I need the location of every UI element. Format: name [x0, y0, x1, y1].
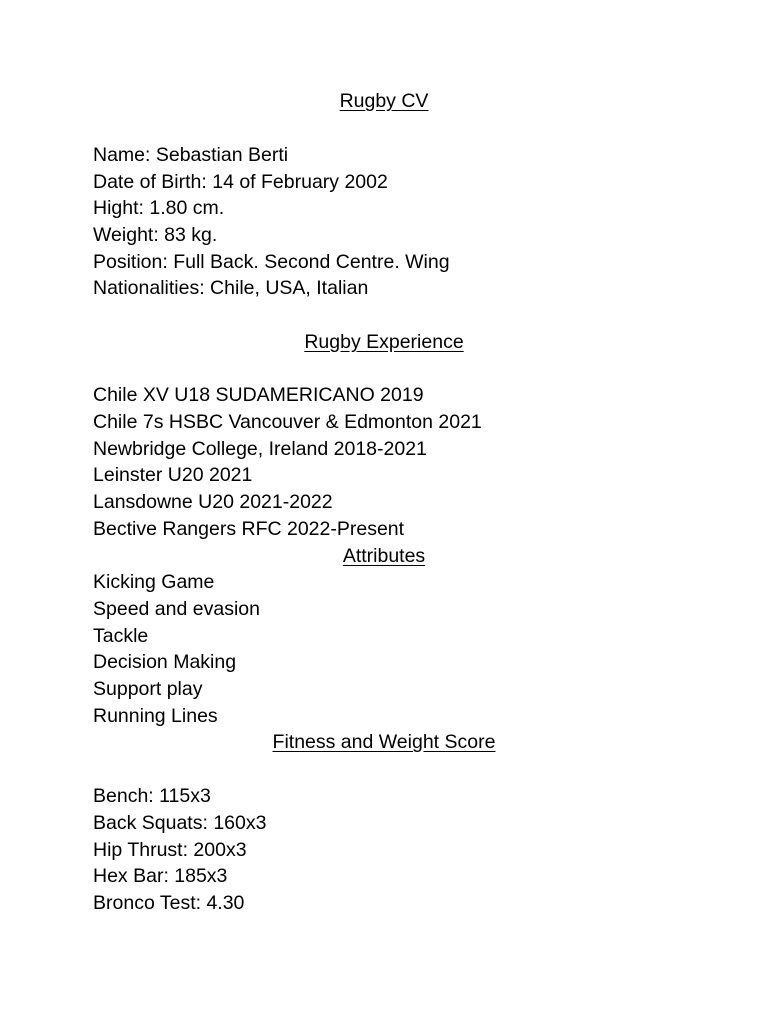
fitness-item: Hex Bar: 185x3 [93, 865, 228, 887]
experience-item: Bective Rangers RFC 2022-Present [93, 518, 405, 540]
personal-name: Name: Sebastian Berti [93, 144, 289, 166]
fitness-item: Bronco Test: 4.30 [93, 892, 245, 914]
cv-title: Rugby CV [339, 90, 429, 112]
personal-height: Hight: 1.80 cm. [93, 197, 225, 219]
attribute-item: Decision Making [93, 651, 237, 673]
experience-item: Chile 7s HSBC Vancouver & Edmonton 2021 [93, 411, 482, 433]
fitness-item: Back Squats: 160x3 [93, 812, 267, 834]
attribute-item: Running Lines [93, 705, 218, 727]
attribute-item: Tackle [93, 625, 149, 647]
personal-weight: Weight: 83 kg. [93, 224, 218, 246]
fitness-item: Hip Thrust: 200x3 [93, 839, 247, 861]
experience-item: Lansdowne U20 2021-2022 [93, 491, 333, 513]
personal-dob: Date of Birth: 14 of February 2002 [93, 171, 388, 193]
experience-item: Leinster U20 2021 [93, 464, 253, 486]
experience-item: Chile XV U18 SUDAMERICANO 2019 [93, 384, 424, 406]
fitness-item: Bench: 115x3 [93, 785, 211, 807]
fitness-heading: Fitness and Weight Score [272, 731, 496, 753]
attribute-item: Speed and evasion [93, 598, 260, 620]
experience-item: Newbridge College, Ireland 2018-2021 [93, 438, 427, 460]
personal-nationalities: Nationalities: Chile, USA, Italian [93, 277, 369, 299]
personal-position: Position: Full Back. Second Centre. Wing [93, 251, 450, 273]
attribute-item: Support play [93, 678, 203, 700]
attributes-heading: Attributes [342, 545, 426, 567]
attribute-item: Kicking Game [93, 571, 215, 593]
experience-heading: Rugby Experience [304, 331, 464, 353]
